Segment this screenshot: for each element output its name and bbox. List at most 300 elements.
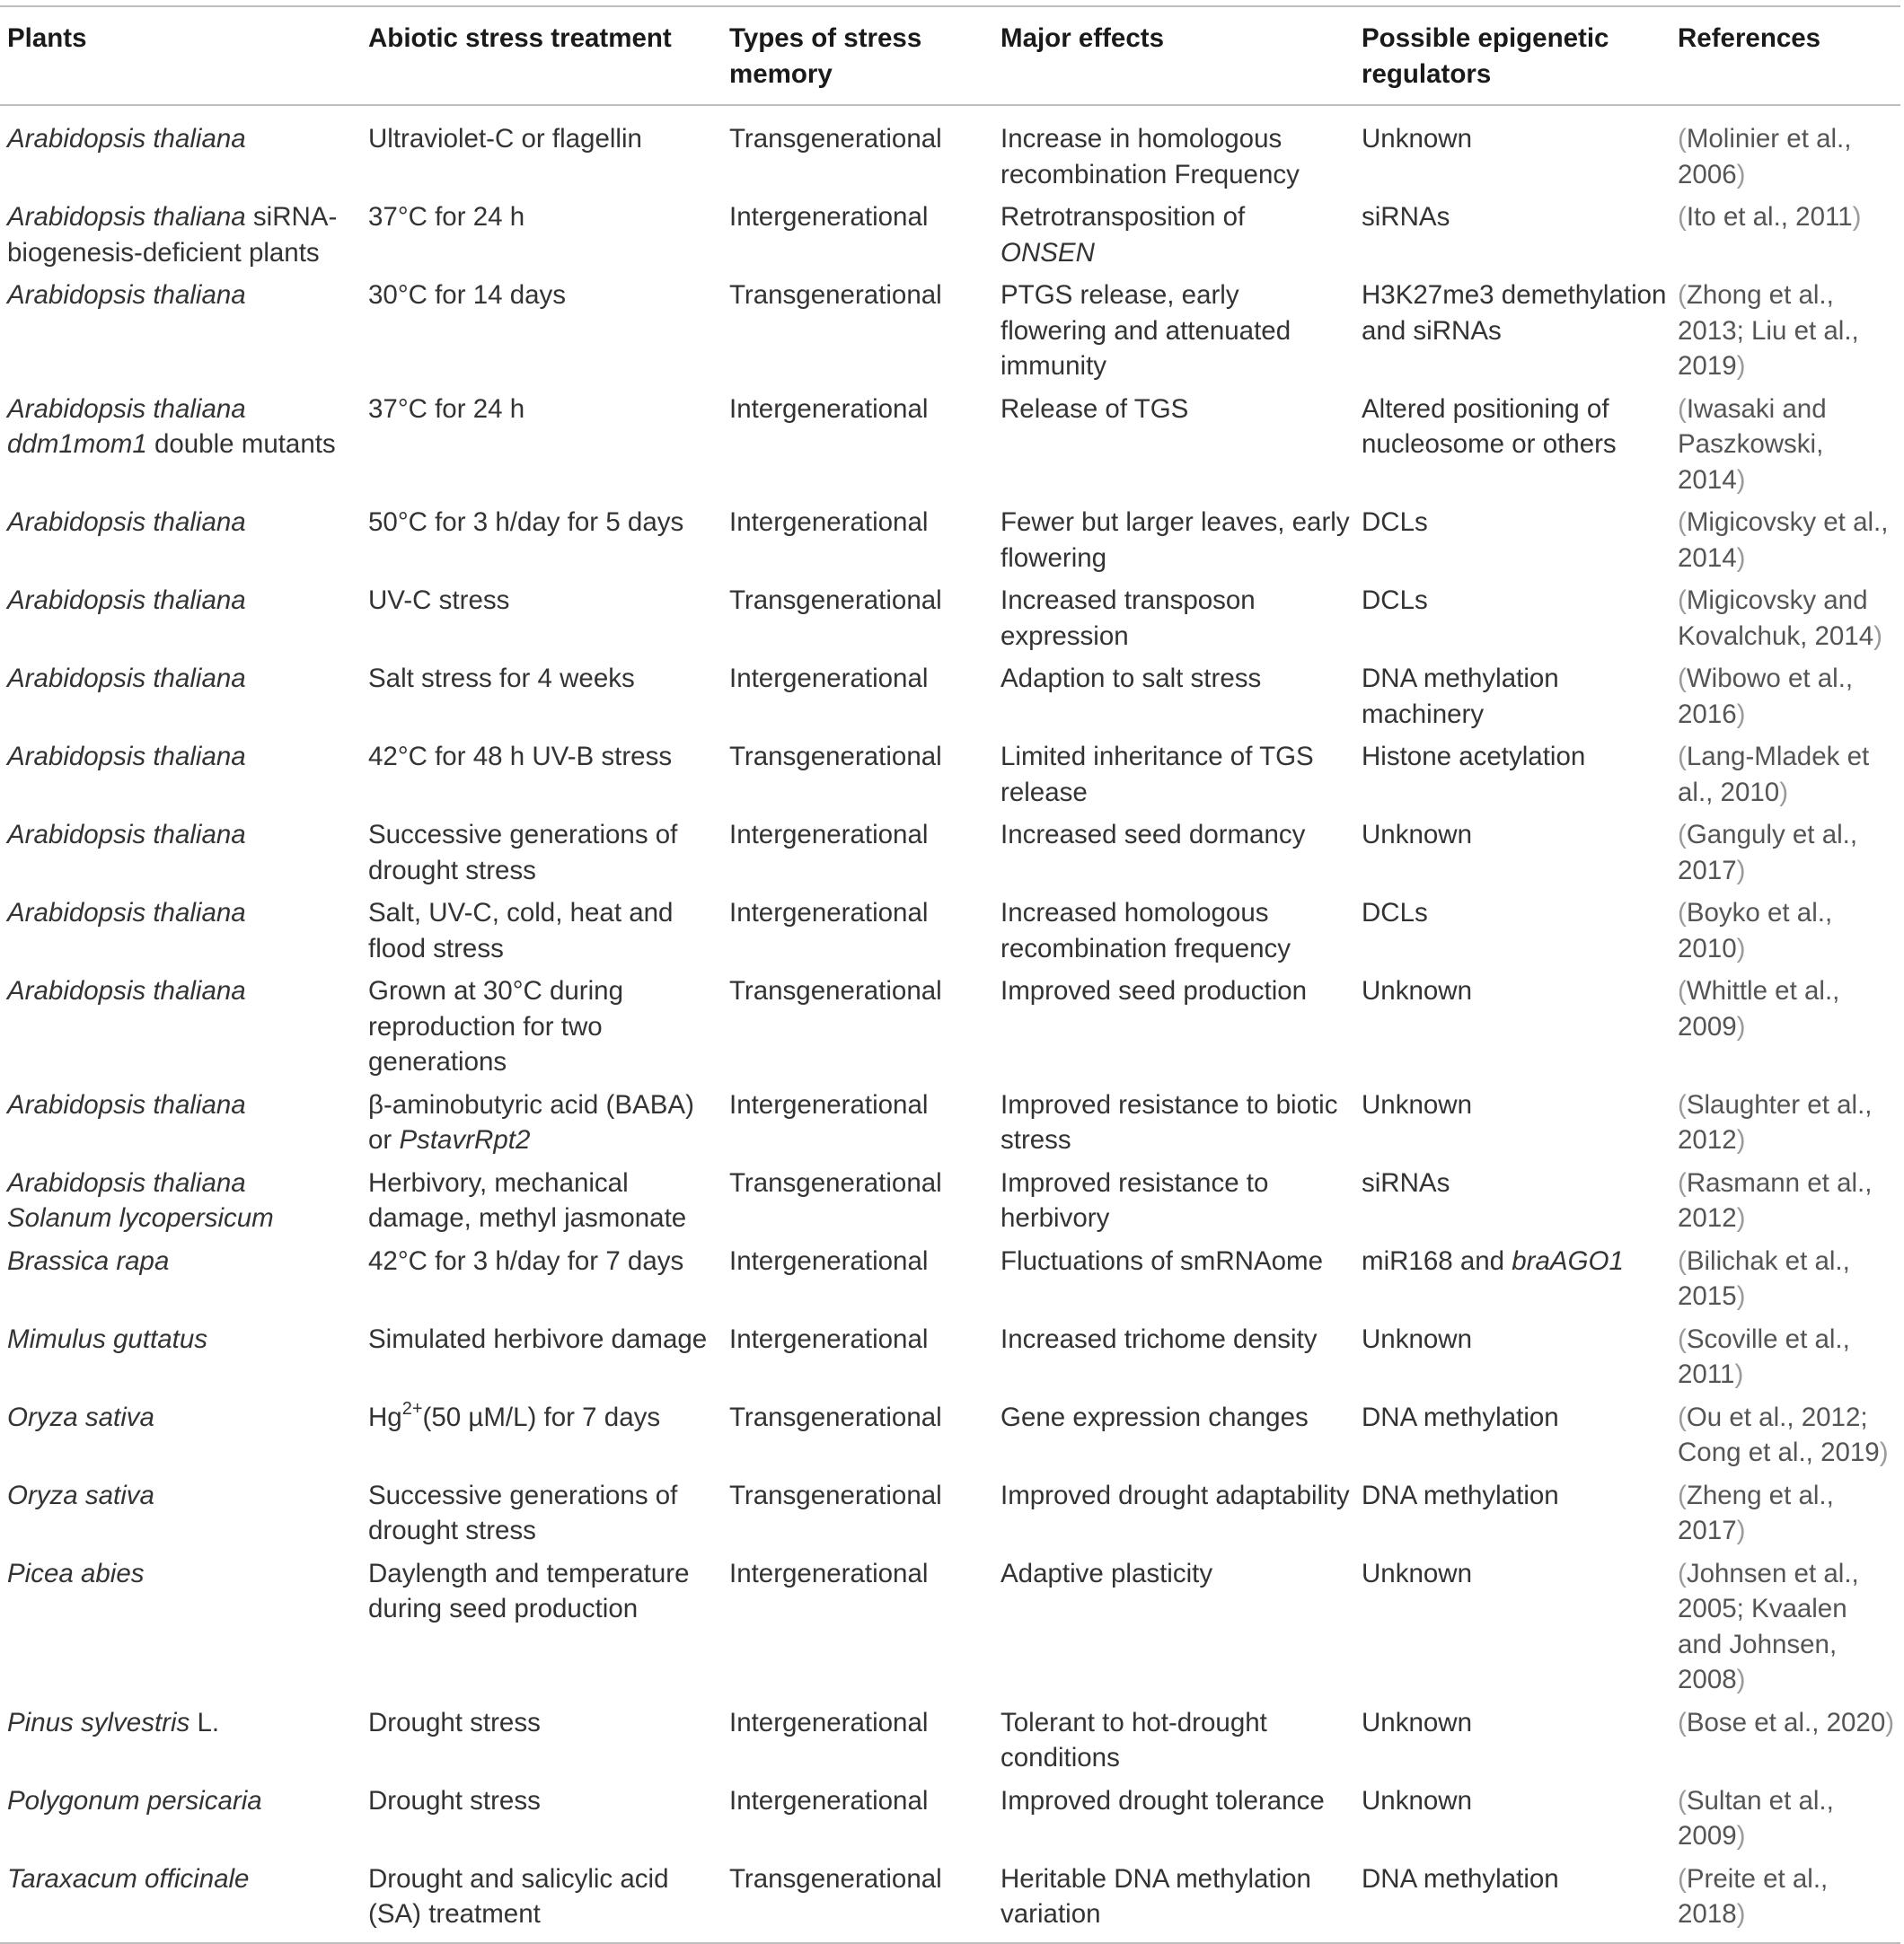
memory-cell xyxy=(722,388,993,502)
table-row xyxy=(0,1474,1900,1553)
header-references: References xyxy=(1678,23,1821,53)
plant-name: Taraxacum officinale xyxy=(7,1863,250,1894)
effects-text: Limited inheritance of TGS release xyxy=(1000,742,1314,807)
plant-cell xyxy=(0,196,361,274)
plant-cell xyxy=(0,814,361,892)
references-cell xyxy=(1670,970,1900,1084)
effects-cell xyxy=(993,814,1354,892)
plant-name: Arabidopsis thaliana xyxy=(7,585,246,615)
ref-close-paren: ) xyxy=(1873,620,1882,651)
references-cell xyxy=(1670,1780,1900,1858)
reference-link[interactable]: Ito et al., 2011 xyxy=(1686,202,1853,232)
reference-link[interactable]: Ou et al., 2012; Cong et al., 2019 xyxy=(1678,1402,1880,1467)
effects-cell xyxy=(993,735,1354,814)
regulators-text: DNA methylation xyxy=(1362,1402,1559,1432)
memory-cell xyxy=(722,970,993,1084)
plant-name: Pinus sylvestris xyxy=(7,1707,190,1737)
header-row xyxy=(0,6,1900,105)
plant-cell xyxy=(0,1858,361,1943)
ref-open-paren: ( xyxy=(1678,1863,1687,1894)
treatment-cell xyxy=(361,970,722,1084)
regulators-cell xyxy=(1354,735,1670,814)
reference-link[interactable]: Rasmann et al., 2012 xyxy=(1678,1167,1873,1233)
references-cell xyxy=(1670,1858,1900,1943)
table-row xyxy=(0,1084,1900,1162)
regulators-text: Unknown xyxy=(1362,1089,1472,1120)
table-row xyxy=(0,105,1900,196)
table-row xyxy=(0,1240,1900,1318)
treatment-cell xyxy=(361,1702,722,1780)
plant-cell xyxy=(0,1396,361,1474)
regulators-cell xyxy=(1354,1396,1670,1474)
table-row xyxy=(0,196,1900,274)
reference-link[interactable]: Zheng et al., 2017 xyxy=(1678,1480,1834,1545)
memory-type: Transgenerational xyxy=(729,585,942,615)
memory-type: Intergenerational xyxy=(729,1707,929,1737)
memory-cell xyxy=(722,1318,993,1396)
ref-close-paren: ) xyxy=(1736,351,1746,381)
table-row xyxy=(0,892,1900,970)
treatment-text: Drought stress xyxy=(368,1785,541,1816)
regulators-text: DNA methylation xyxy=(1362,1863,1559,1894)
regulators-text: DCLs xyxy=(1362,898,1428,928)
treatment-text: Salt stress for 4 weeks xyxy=(368,664,635,693)
references-cell xyxy=(1670,1702,1900,1780)
plant-cell xyxy=(0,579,361,657)
regulators-text: miR168 and xyxy=(1362,1245,1512,1276)
references-cell xyxy=(1670,388,1900,502)
reference-link[interactable]: Migicovsky et al., 2014 xyxy=(1678,507,1889,573)
treatment-cell xyxy=(361,1162,722,1240)
plant-cell xyxy=(0,1474,361,1553)
plant-cell xyxy=(0,1553,361,1702)
ref-open-paren: ( xyxy=(1678,976,1687,1006)
treatment-text: Ultraviolet-C or flagellin xyxy=(368,124,642,154)
memory-type: Intergenerational xyxy=(729,1089,929,1120)
effects-cell xyxy=(993,1318,1354,1396)
treatment-cell xyxy=(361,579,722,657)
header-treatment: Abiotic stress treatment xyxy=(368,23,672,53)
treatment-text: UV-C stress xyxy=(368,585,510,615)
effects-text: Fluctuations of smRNAome xyxy=(1000,1245,1324,1276)
regulators-cell xyxy=(1354,970,1670,1084)
reference-link[interactable]: Molinier et al., 2006 xyxy=(1678,124,1852,189)
treatment-text: 42°C for 3 h/day for 7 days xyxy=(368,1245,684,1276)
regulators-cell xyxy=(1354,1702,1670,1780)
plant-cell xyxy=(0,970,361,1084)
table-row xyxy=(0,1162,1900,1240)
plant-cell xyxy=(0,735,361,814)
header-plants: Plants xyxy=(7,23,87,53)
regulators-cell xyxy=(1354,1084,1670,1162)
reference-link[interactable]: Preite et al., 2018 xyxy=(1678,1863,1829,1929)
memory-cell xyxy=(722,196,993,274)
treatment-text: Simulated herbivore damage xyxy=(368,1324,708,1354)
regulators-text: Histone acetylation xyxy=(1362,742,1586,771)
ref-close-paren: ) xyxy=(1734,1359,1744,1389)
ref-close-paren: ) xyxy=(1736,1281,1746,1311)
regulators-text: siRNAs xyxy=(1362,1167,1450,1198)
plant-name: Mimulus guttatus xyxy=(7,1324,207,1354)
ref-close-paren: ) xyxy=(1885,1707,1895,1737)
regulators-text: DCLs xyxy=(1362,507,1428,537)
ref-open-paren: ( xyxy=(1678,1785,1687,1816)
table-row xyxy=(0,1396,1900,1474)
plant-name: Arabidopsis thaliana xyxy=(7,742,246,771)
ref-open-paren: ( xyxy=(1678,820,1687,849)
regulators-cell xyxy=(1354,196,1670,274)
regulators-text: Unknown xyxy=(1362,1707,1472,1737)
treatment-cell xyxy=(361,388,722,502)
memory-cell xyxy=(722,579,993,657)
references-cell xyxy=(1670,1240,1900,1318)
memory-cell xyxy=(722,735,993,814)
reference-link[interactable]: Johnsen et al., 2005; Kvaalen and Johnsen, 2008 xyxy=(1678,1558,1859,1694)
plant-name-suffix: double mutants xyxy=(146,429,336,459)
ref-close-paren: ) xyxy=(1736,855,1746,885)
effects-cell xyxy=(993,1084,1354,1162)
memory-cell xyxy=(722,1240,993,1318)
ref-close-paren: ) xyxy=(1736,1821,1746,1851)
ref-close-paren: ) xyxy=(1736,542,1746,573)
treatment-text-after: (50 µM/L) for 7 days xyxy=(422,1402,661,1432)
memory-cell xyxy=(722,1396,993,1474)
reference-link[interactable]: Iwasaki and Paszkowski, 2014 xyxy=(1678,393,1827,495)
memory-type: Intergenerational xyxy=(729,664,929,693)
regulators-cell xyxy=(1354,1858,1670,1943)
treatment-cell xyxy=(361,1858,722,1943)
treatment-cell xyxy=(361,501,722,579)
ref-open-paren: ( xyxy=(1678,124,1687,154)
effects-text: Release of TGS xyxy=(1000,393,1189,424)
table-row xyxy=(0,657,1900,735)
memory-cell xyxy=(722,1162,993,1240)
effects-text: Improved resistance to herbivory xyxy=(1000,1167,1269,1233)
plant-name: Arabidopsis thaliana xyxy=(7,124,246,154)
regulators-text: Unknown xyxy=(1362,820,1472,849)
regulators-cell xyxy=(1354,579,1670,657)
table-row xyxy=(0,1318,1900,1396)
plant-cell xyxy=(0,105,361,196)
table-row xyxy=(0,814,1900,892)
plant-name: Arabidopsis thaliana xyxy=(7,976,246,1006)
memory-type: Intergenerational xyxy=(729,1785,929,1816)
ref-close-paren: ) xyxy=(1852,202,1862,232)
reference-link[interactable]: Slaughter et al., 2012 xyxy=(1678,1089,1873,1155)
ref-open-paren: ( xyxy=(1678,280,1687,310)
plant-cell xyxy=(0,1318,361,1396)
ref-close-paren: ) xyxy=(1736,1125,1746,1155)
ref-open-paren: ( xyxy=(1678,1245,1687,1276)
memory-cell xyxy=(722,1780,993,1858)
stress-memory-table xyxy=(0,5,1900,1944)
ref-open-paren: ( xyxy=(1678,1558,1687,1588)
references-cell xyxy=(1670,501,1900,579)
effects-text: Adaption to salt stress xyxy=(1000,664,1262,693)
reference-link[interactable]: Bilichak et al., 2015 xyxy=(1678,1245,1850,1311)
regulators-cell xyxy=(1354,1318,1670,1396)
header-regulators: Possible epigenetic regulators xyxy=(1362,23,1609,89)
effects-cell xyxy=(993,388,1354,502)
plant-name: Arabidopsis thaliana xyxy=(7,664,246,693)
regulators-text: Altered positioning of nucleosome or others xyxy=(1362,393,1617,459)
treatment-text: Grown at 30°C during reproduction for two generations xyxy=(368,976,623,1077)
effects-cell xyxy=(993,1240,1354,1318)
plant-name: Arabidopsis thaliana xyxy=(7,507,246,537)
regulators-cell xyxy=(1354,1780,1670,1858)
effects-cell xyxy=(993,1474,1354,1553)
plant-name: Polygonum persicaria xyxy=(7,1785,262,1816)
treatment-cell xyxy=(361,1780,722,1858)
plant-name: Arabidopsis thaliana ddm1mom1 xyxy=(7,393,246,459)
effects-cell xyxy=(993,1780,1354,1858)
references-cell xyxy=(1670,814,1900,892)
treatment-text: Drought and salicylic acid (SA) treatment xyxy=(368,1863,669,1929)
effects-cell xyxy=(993,1396,1354,1474)
plant-name-suffix: L. xyxy=(190,1707,220,1737)
treatment-cell xyxy=(361,196,722,274)
ref-close-paren: ) xyxy=(1736,1665,1746,1694)
treatment-cell xyxy=(361,892,722,970)
plant-name: Brassica rapa xyxy=(7,1245,170,1276)
memory-cell xyxy=(722,1858,993,1943)
effects-text: Increased homologous recombination frequency xyxy=(1000,898,1291,963)
plant-cell xyxy=(0,1780,361,1858)
treatment-text: Herbivory, mechanical damage, methyl jasmonate xyxy=(368,1167,687,1233)
ref-open-paren: ( xyxy=(1678,1089,1687,1120)
reference-link[interactable]: Migicovsky and Kovalchuk, 2014 xyxy=(1678,585,1874,651)
references-cell xyxy=(1670,657,1900,735)
regulators-cell xyxy=(1354,274,1670,388)
treatment-text: Daylength and temperature during seed production xyxy=(368,1558,690,1623)
regulators-cell xyxy=(1354,1240,1670,1318)
treatment-text: Drought stress xyxy=(368,1707,541,1737)
memory-cell xyxy=(722,892,993,970)
plant-name: Arabidopsis thaliana Solanum lycopersicum xyxy=(7,1167,274,1233)
table-row xyxy=(0,388,1900,502)
table-row xyxy=(0,1780,1900,1858)
effects-cell xyxy=(993,657,1354,735)
effects-cell xyxy=(993,1162,1354,1240)
ref-close-paren: ) xyxy=(1736,933,1746,963)
regulators-text: Unknown xyxy=(1362,1324,1472,1354)
table-row xyxy=(0,735,1900,814)
memory-type: Transgenerational xyxy=(729,280,942,310)
regulators-text: DNA methylation machinery xyxy=(1362,664,1559,729)
references-cell xyxy=(1670,1318,1900,1396)
treatment-text: 42°C for 48 h UV-B stress xyxy=(368,742,673,771)
regulators-cell xyxy=(1354,1162,1670,1240)
treatment-italic: PstavrRpt2 xyxy=(399,1125,531,1155)
effects-text: PTGS release, early flowering and attenuated immunity xyxy=(1000,280,1291,381)
effects-cell xyxy=(993,892,1354,970)
ref-open-paren: ( xyxy=(1678,1324,1687,1354)
ref-close-paren: ) xyxy=(1779,777,1789,807)
regulators-cell xyxy=(1354,1474,1670,1553)
effects-cell xyxy=(993,501,1354,579)
memory-type: Intergenerational xyxy=(729,898,929,928)
ref-close-paren: ) xyxy=(1736,1516,1746,1545)
ref-open-paren: ( xyxy=(1678,742,1687,771)
regulators-text: Unknown xyxy=(1362,976,1472,1006)
regulators-cell xyxy=(1354,501,1670,579)
ref-open-paren: ( xyxy=(1678,393,1687,424)
memory-cell xyxy=(722,657,993,735)
reference-link[interactable]: Zhong et al., 2013; Liu et al., 2019 xyxy=(1678,280,1859,381)
ref-close-paren: ) xyxy=(1736,1899,1746,1929)
effects-cell xyxy=(993,579,1354,657)
plant-cell xyxy=(0,657,361,735)
effects-cell xyxy=(993,1553,1354,1702)
regulators-text: DNA methylation xyxy=(1362,1480,1559,1510)
effects-cell xyxy=(993,970,1354,1084)
table-row xyxy=(0,579,1900,657)
ref-open-paren: ( xyxy=(1678,585,1687,615)
reference-link[interactable]: Sultan et al., 2009 xyxy=(1678,1785,1834,1851)
reference-link[interactable]: Bose et al., 2020 xyxy=(1686,1707,1886,1737)
reference-link[interactable]: Wibowo et al., 2016 xyxy=(1678,664,1854,729)
effects-text: Fewer but larger leaves, early flowering xyxy=(1000,507,1350,573)
plant-cell xyxy=(0,501,361,579)
table-row xyxy=(0,1702,1900,1780)
ref-open-paren: ( xyxy=(1678,202,1687,232)
table-header xyxy=(0,6,1900,105)
ref-open-paren: ( xyxy=(1678,1167,1687,1198)
treatment-text: Successive generations of drought stress xyxy=(368,820,678,885)
table-row xyxy=(0,1553,1900,1702)
treatment-cell xyxy=(361,814,722,892)
ref-open-paren: ( xyxy=(1678,1402,1687,1432)
memory-cell xyxy=(722,274,993,388)
memory-type: Transgenerational xyxy=(729,1402,942,1432)
plant-cell xyxy=(0,274,361,388)
effects-text: Gene expression changes xyxy=(1000,1402,1309,1432)
plant-name: Arabidopsis thaliana xyxy=(7,280,246,310)
plant-cell xyxy=(0,892,361,970)
ref-open-paren: ( xyxy=(1678,664,1687,693)
treatment-cell xyxy=(361,274,722,388)
references-cell xyxy=(1670,1474,1900,1553)
regulators-text: Unknown xyxy=(1362,1558,1472,1588)
memory-cell xyxy=(722,1084,993,1162)
memory-type: Intergenerational xyxy=(729,1245,929,1276)
treatment-text: 37°C for 24 h xyxy=(368,393,525,424)
table-body xyxy=(0,105,1900,1943)
plant-cell xyxy=(0,388,361,502)
effects-text: Increased seed dormancy xyxy=(1000,820,1306,849)
memory-cell xyxy=(722,1553,993,1702)
ref-close-paren: ) xyxy=(1736,699,1746,729)
effects-text: Improved drought adaptability xyxy=(1000,1480,1350,1510)
memory-type: Intergenerational xyxy=(729,202,929,232)
effects-text: Increase in homologous recombination Frequency xyxy=(1000,124,1300,189)
plant-cell xyxy=(0,1702,361,1780)
treatment-cell xyxy=(361,1084,722,1162)
plant-name: Picea abies xyxy=(7,1558,145,1588)
memory-type: Transgenerational xyxy=(729,742,942,771)
treatment-text: 50°C for 3 h/day for 5 days xyxy=(368,507,684,537)
references-cell xyxy=(1670,1396,1900,1474)
effects-cell xyxy=(993,1858,1354,1943)
plant-name: Arabidopsis thaliana xyxy=(7,820,246,849)
memory-cell xyxy=(722,814,993,892)
plant-name: Arabidopsis thaliana xyxy=(7,1089,246,1120)
regulators-text: Unknown xyxy=(1362,124,1472,154)
ref-close-paren: ) xyxy=(1736,1203,1746,1233)
regulators-cell xyxy=(1354,892,1670,970)
effects-italic: ONSEN xyxy=(1000,237,1095,268)
effects-cell xyxy=(993,105,1354,196)
effects-text: Heritable DNA methylation variation xyxy=(1000,1863,1311,1929)
table-row xyxy=(0,274,1900,388)
treatment-text: Successive generations of drought stress xyxy=(368,1480,678,1545)
treatment-text: 37°C for 24 h xyxy=(368,202,525,232)
references-cell xyxy=(1670,196,1900,274)
table-row xyxy=(0,970,1900,1084)
references-cell xyxy=(1670,735,1900,814)
references-cell xyxy=(1670,1162,1900,1240)
plant-cell xyxy=(0,1162,361,1240)
memory-type: Intergenerational xyxy=(729,1324,929,1354)
ref-open-paren: ( xyxy=(1678,1480,1687,1510)
effects-text: Improved resistance to biotic stress xyxy=(1000,1089,1338,1155)
memory-cell xyxy=(722,1702,993,1780)
memory-type: Transgenerational xyxy=(729,1167,942,1198)
regulators-cell xyxy=(1354,105,1670,196)
reference-link[interactable]: Lang-Mladek et al., 2010 xyxy=(1678,742,1870,807)
effects-text: Increased trichome density xyxy=(1000,1324,1318,1354)
regulators-italic: braAGO1 xyxy=(1512,1245,1624,1276)
regulators-cell xyxy=(1354,814,1670,892)
regulators-cell xyxy=(1354,388,1670,502)
memory-type: Transgenerational xyxy=(729,1863,942,1894)
treatment-cell xyxy=(361,105,722,196)
reference-link[interactable]: Scoville et al., 2011 xyxy=(1678,1324,1850,1389)
references-cell xyxy=(1670,1553,1900,1702)
plant-name: Oryza sativa xyxy=(7,1402,154,1432)
plant-cell xyxy=(0,1240,361,1318)
reference-link[interactable]: Ganguly et al., 2017 xyxy=(1678,820,1858,885)
regulators-text: H3K27me3 demethylation and siRNAs xyxy=(1362,280,1667,346)
treatment-cell xyxy=(361,1318,722,1396)
ref-close-paren: ) xyxy=(1736,1011,1746,1042)
memory-cell xyxy=(722,105,993,196)
ref-close-paren: ) xyxy=(1736,159,1746,189)
plant-name-suffix: siRNA-biogenesis-deficient plants xyxy=(7,202,338,268)
reference-link[interactable]: Boyko et al., 2010 xyxy=(1678,898,1833,963)
treatment-cell xyxy=(361,1553,722,1702)
memory-type: Intergenerational xyxy=(729,507,929,537)
treatment-superscript: 2+ xyxy=(401,1398,423,1419)
table-row xyxy=(0,501,1900,579)
ref-open-paren: ( xyxy=(1678,1707,1687,1737)
plant-name: Arabidopsis thaliana xyxy=(7,202,246,232)
header-effects: Major effects xyxy=(1000,23,1164,53)
effects-cell xyxy=(993,196,1354,274)
effects-text: Retrotransposition of xyxy=(1000,202,1246,232)
memory-type: Transgenerational xyxy=(729,124,942,154)
treatment-cell xyxy=(361,1474,722,1553)
ref-open-paren: ( xyxy=(1678,507,1687,537)
memory-type: Transgenerational xyxy=(729,976,942,1006)
memory-cell xyxy=(722,501,993,579)
regulators-text: DCLs xyxy=(1362,585,1428,615)
plant-name: Oryza sativa xyxy=(7,1480,154,1510)
treatment-cell xyxy=(361,657,722,735)
reference-link[interactable]: Whittle et al., 2009 xyxy=(1678,976,1840,1042)
effects-text: Increased transposon expression xyxy=(1000,585,1256,651)
memory-type: Intergenerational xyxy=(729,393,929,424)
